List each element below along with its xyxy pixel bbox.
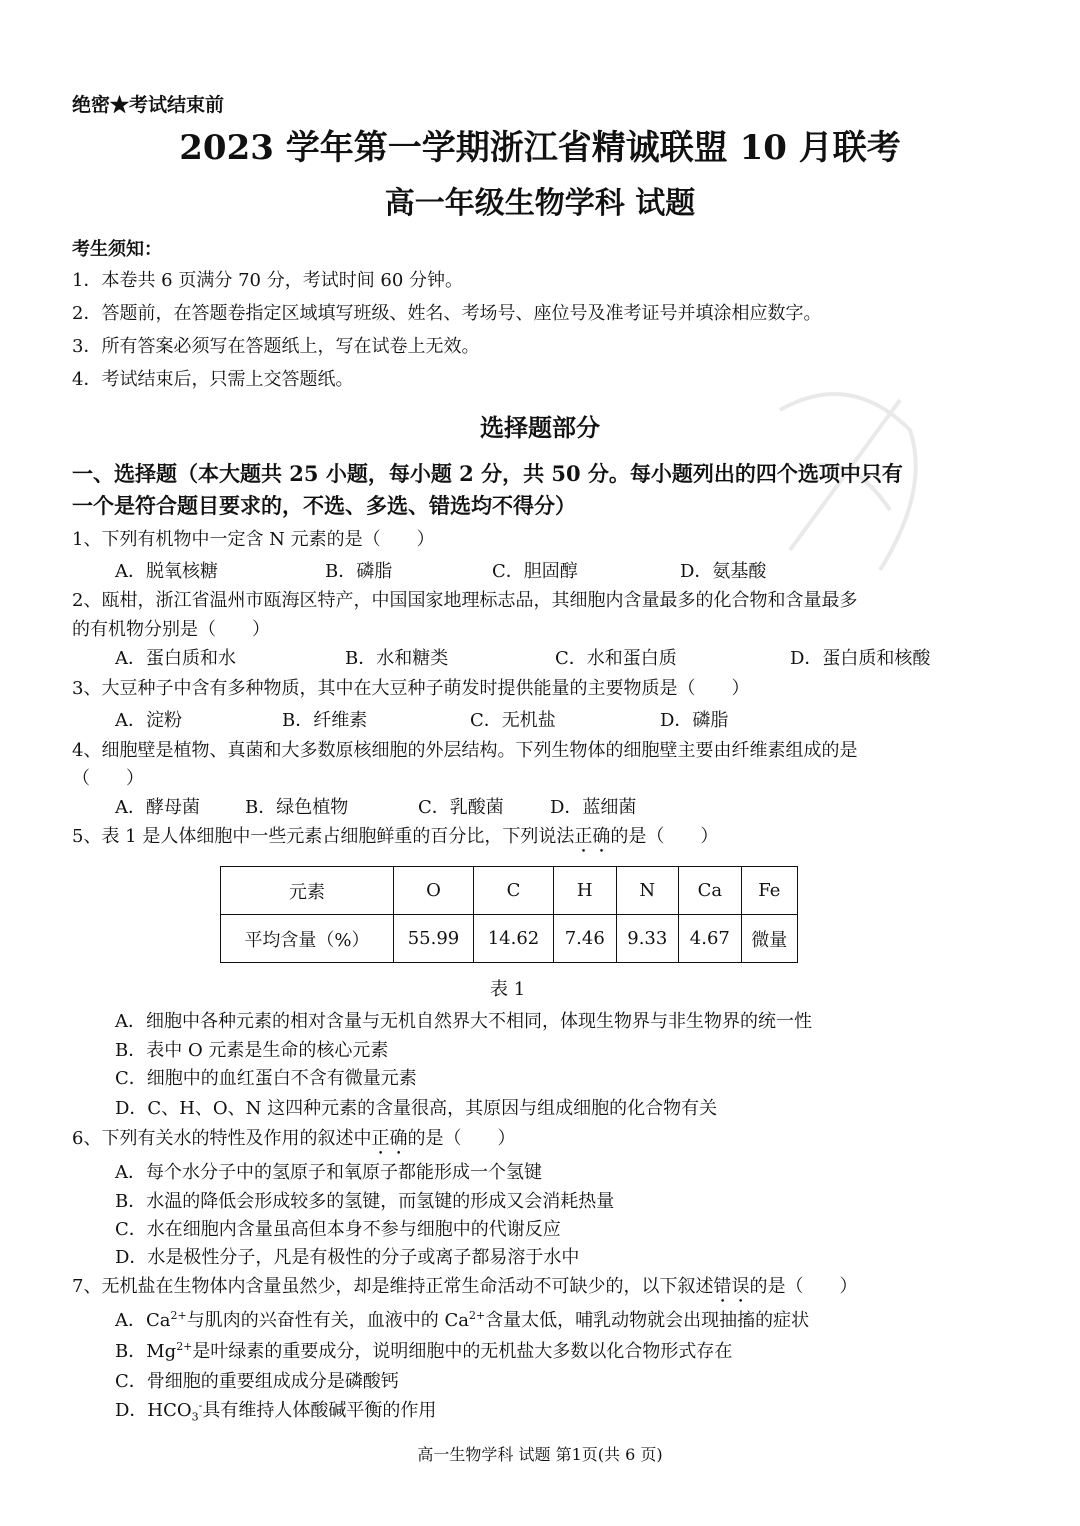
question-4-option-a: A．酵母菌 [115, 797, 200, 818]
question-4-option-c: C．乳酸菌 [418, 797, 504, 818]
question-1-option-c: C．胆固醇 [492, 561, 578, 582]
part-heading-line1: 一、选择题（本大题共 25 小题，每小题 2 分，共 50 分。每小题列出的四个选项中只有 [72, 461, 903, 486]
table-row [221, 915, 798, 963]
question-2-option-a: A．蛋白质和水 [115, 648, 236, 669]
table-caption: 表 1 [490, 979, 526, 1000]
question-1-option-b: B．磷脂 [325, 561, 393, 582]
question-7-option-b: B．$Mg^{2+}$是叶绿素的重要成分，说明细胞中的无机盐大多数以化合物形式存在 [115, 1340, 733, 1362]
table-cell: 4.67 [679, 915, 742, 963]
exam-title: 2023 学年第一学期浙江省精诚联盟 10 月联考 [179, 128, 901, 168]
question-7-option-d: D．$HCO_3^-$具有维持人体酸碱平衡的作用 [115, 1399, 437, 1424]
emphasis-keyword: 错误 [713, 1276, 750, 1297]
question-2-stem-line1: 2、瓯柑，浙江省温州市瓯海区特产，中国国家地理标志品，其细胞内含量最多的化合物和含量最多 [72, 590, 858, 611]
part-heading-line2: 一个是符合题目要求的，不选、多选、错选均不得分） [72, 493, 576, 518]
table-cell: 微量 [741, 915, 797, 963]
question-6-option-c: C．水在细胞内含量虽高但本身不参与细胞中的代谢反应 [115, 1219, 561, 1240]
question-1-stem: 1、下列有机物中一定含 N 元素的是（ ） [72, 529, 435, 550]
question-3-option-d: D．磷脂 [660, 710, 729, 731]
element-table [220, 866, 798, 963]
question-5-option-d: D．C、H、O、N 这四种元素的含量很高，其原因与组成细胞的化合物有关 [115, 1098, 718, 1119]
section-title: 选择题部分 [480, 413, 600, 442]
confidential-label: 绝密★考试结束前 [72, 94, 225, 116]
table-cell: O [394, 867, 474, 915]
page-footer: 高一生物学科 试题 第1页(共 6 页) [417, 1445, 663, 1464]
question-2-option-b: B．水和糖类 [345, 648, 449, 669]
question-4-option-d: D．蓝细菌 [550, 797, 637, 818]
table-cell: 55.99 [394, 915, 474, 963]
table-cell: 平均含量（%） [221, 915, 394, 963]
question-3-option-a: A．淀粉 [115, 710, 182, 731]
emphasis-keyword: 正确 [574, 826, 611, 847]
table-header-row [221, 867, 798, 915]
question-6-option-b: B．水温的降低会形成较多的氢键，而氢键的形成又会消耗热量 [115, 1191, 615, 1212]
question-6-option-a: A．每个水分子中的氢原子和氧原子都能形成一个氢键 [115, 1162, 542, 1183]
notice-item: 4．考试结束后，只需上交答题纸。 [72, 369, 354, 390]
table-cell: C [473, 867, 553, 915]
question-3-stem: 3、大豆种子中含有多种物质，其中在大豆种子萌发时提供能量的主要物质是（ ） [72, 678, 750, 699]
table-cell: 9.33 [616, 915, 679, 963]
table-cell: 14.62 [473, 915, 553, 963]
question-6-stem: 6、下列有关水的特性及作用的叙述中正确的是（ ） [72, 1128, 516, 1149]
question-3-option-b: B．纤维素 [282, 710, 368, 731]
question-1-option-d: D．氨基酸 [680, 561, 767, 582]
question-3-option-c: C．无机盐 [470, 710, 556, 731]
question-5-option-b: B．表中 O 元素是生命的核心元素 [115, 1040, 389, 1061]
notice-title: 考生须知： [72, 239, 162, 260]
emphasis-keyword: 正确 [371, 1128, 408, 1149]
table-cell: N [616, 867, 679, 915]
question-1-option-a: A．脱氧核糖 [115, 561, 218, 582]
question-4-stem-line2: （ ） [72, 768, 144, 789]
question-2-stem-line2: 的有机物分别是（ ） [72, 619, 270, 640]
table-cell: 7.46 [553, 915, 616, 963]
notice-item: 2．答题前，在答题卷指定区域填写班级、姓名、考场号、座位号及准考证号并填涂相应数字。 [72, 303, 822, 324]
notice-item: 3．所有答案必须写在答题纸上，写在试卷上无效。 [72, 336, 480, 357]
table-cell: Ca [679, 867, 742, 915]
question-4-option-b: B．绿色植物 [245, 797, 349, 818]
question-7-option-a: A．$Ca^{2+}$与肌肉的兴奋性有关，血液中的 $Ca^{2+}$含量太低，哺乳动物就会出现抽搐的症状 [115, 1309, 810, 1331]
question-5-stem: 5、表 1 是人体细胞中一些元素占细胞鲜重的百分比，下列说法正确的是（ ） [72, 826, 719, 847]
question-2-option-c: C．水和蛋白质 [555, 648, 677, 669]
table-cell: Fe [741, 867, 797, 915]
table-cell: H [553, 867, 616, 915]
question-7-stem: 7、无机盐在生物体内含量虽然少，却是维持正常生命活动不可缺少的，以下叙述错误的是（ ） [72, 1276, 858, 1297]
question-5-option-c: C．细胞中的血红蛋白不含有微量元素 [115, 1068, 417, 1089]
notice-item: 1．本卷共 6 页满分 70 分，考试时间 60 分钟。 [72, 270, 464, 291]
question-7-option-c: C．骨细胞的重要组成成分是磷酸钙 [115, 1371, 399, 1392]
question-5-option-a: A．细胞中各种元素的相对含量与无机自然界大不相同，体现生物界与非生物界的统一性 [115, 1011, 812, 1032]
table-cell: 元素 [221, 867, 394, 915]
exam-subtitle: 高一年级生物学科 试题 [384, 186, 696, 221]
question-4-stem-line1: 4、细胞壁是植物、真菌和大多数原核细胞的外层结构。下列生物体的细胞壁主要由纤维素组成的是 [72, 740, 858, 761]
question-2-option-d: D．蛋白质和核酸 [790, 648, 931, 669]
question-6-option-d: D．水是极性分子，凡是有极性的分子或离子都易溶于水中 [115, 1247, 580, 1268]
